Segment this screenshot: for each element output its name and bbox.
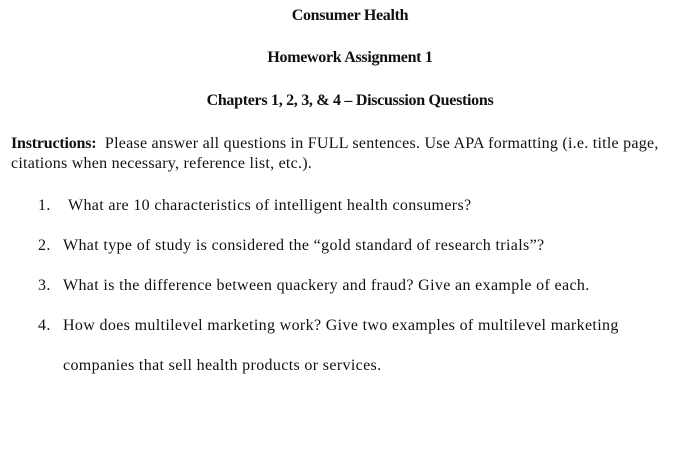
question-number: 2.: [38, 237, 51, 254]
question-text: How does multilevel marketing work? Give two examples of multilevel marketing: [63, 317, 619, 334]
question-number: 1.: [38, 197, 51, 214]
instructions-label: Instructions:: [11, 135, 97, 152]
assignment-title: Homework Assignment 1: [267, 49, 433, 66]
chapters-title: Chapters 1, 2, 3, & 4 – Discussion Questions: [206, 92, 494, 109]
question-continuation: companies that sell health products or services.: [63, 357, 382, 374]
question-text: What type of study is considered the “gold standard of research trials”?: [63, 237, 545, 254]
question-number: 3.: [38, 277, 51, 294]
instructions-text: Please answer all questions in FULL sentences. Use APA formatting (i.e. title page, citations when necessary, reference list, etc.).: [11, 135, 659, 172]
instructions-paragraph: [11, 134, 697, 174]
question-number: 4.: [38, 317, 51, 334]
question-text: What are 10 characteristics of intelligent health consumers?: [68, 197, 472, 214]
question-text: What is the difference between quackery and fraud? Give an example of each.: [63, 277, 590, 294]
course-title: Consumer Health: [291, 7, 409, 24]
